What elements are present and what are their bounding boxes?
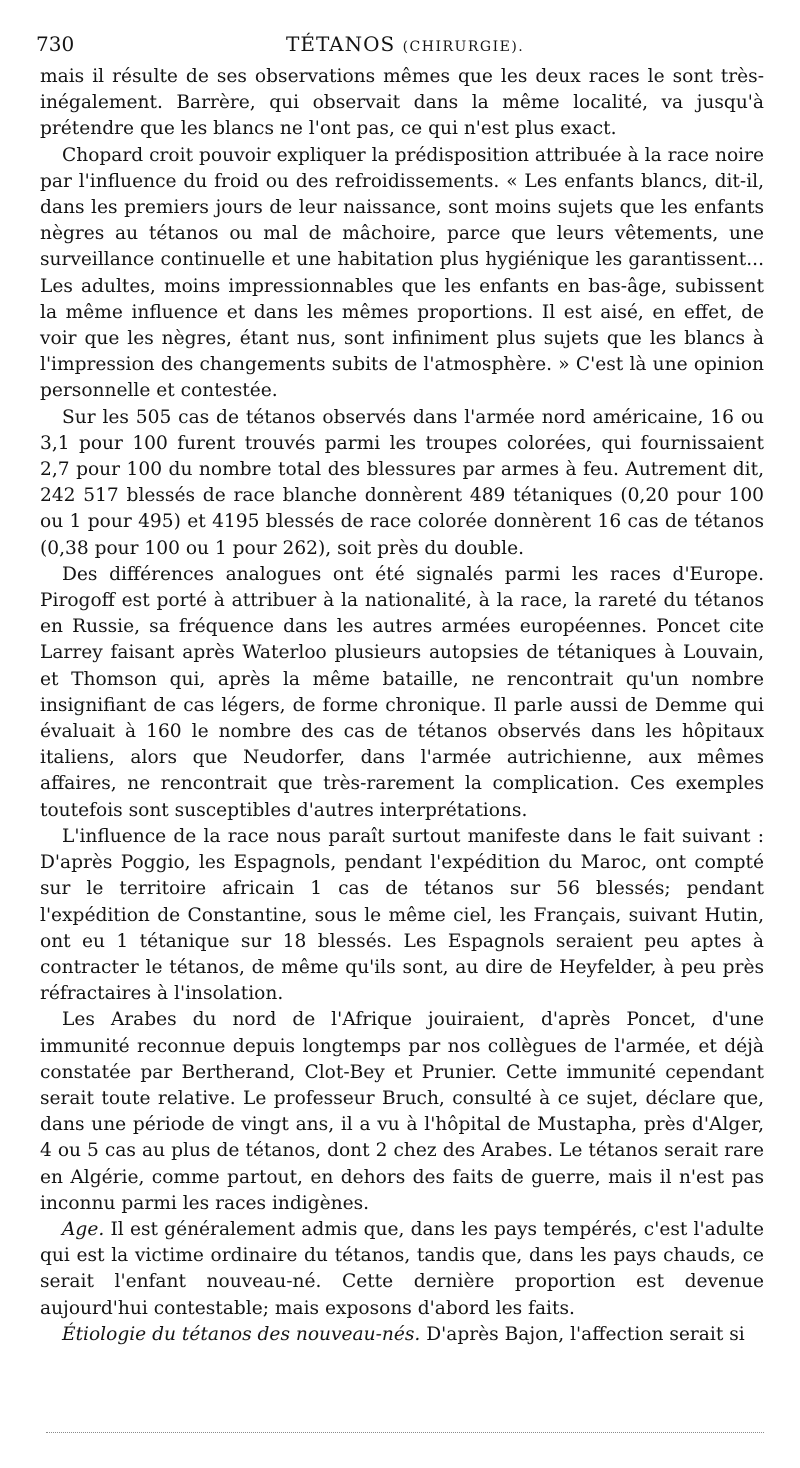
- paragraph: [40, 405, 764, 562]
- paragraph-text: Sur les 505 cas de tétanos observés dans l'armée nord américaine, 16 ou 3,1 pour 100 furent trouvés parmi les troupes colorées, qui fournissaient 2,7 pour 100 du nombre total des blessures par armes à feu. Autrement dit, 242 517 blessés de race blanche donnèrent 489 tétaniques (0,20 pour 100 ou 1 pour 495) et 4195 blessés de race colorée donnèrent 16 cas de tétanos (0,38 pour 100 ou 1 pour 262), soit près du double.: [40, 406, 764, 559]
- paragraph: [40, 1007, 764, 1217]
- running-title: [286, 30, 524, 61]
- paragraph-text: L'influence de la race nous paraît surtout manifeste dans le fait suivant : D'après Poggio, les Espagnols, pendant l'expédition du Maroc, ont compté sur le territoire africain 1 cas de tétanos sur 56 blessés; pendant l'expédition de Constantine, sous le même ciel, les Français, suivant Hutin, ont eu 1 tétanique sur 18 blessés. Les Espagnols seraient peu aptes à contracter le tétanos, de même qu'ils sont, au dire de Heyfelder, à peu près réfractaires à l'insolation.: [40, 825, 764, 1005]
- paragraph: [40, 143, 764, 405]
- page-number: 730: [36, 32, 75, 56]
- paragraph-etiologie: [40, 1322, 764, 1348]
- paragraph: [40, 562, 764, 824]
- paragraph-lead: Étiologie du tétanos des nouveau-nés.: [62, 1323, 421, 1345]
- paragraph: [40, 824, 764, 1007]
- paragraph-text: mais il résulte de ses observations mêmes que les deux races le sont très-inégalement. Barrère, qui observait dans la même localité, va jusqu'à prétendre que les blancs ne l'ont pas, ce qui n'est plus exact.: [40, 66, 764, 140]
- paragraph-text: Chopard croit pouvoir expliquer la prédisposition attribuée à la race noire par l'influence du froid ou des refroidissements. « Les enfants blancs, dit-il, dans les premiers jours de leur naissance, sont moins sujets que les enfants nègres au tétanos ou mal de mâchoire, parce que leurs vêtements, une surveillance continuelle et une habitation plus hygiénique les garantissent... Les adultes, moins impressionnables que les enfants en bas-âge, subissent la même influence et dans les mêmes proportions. Il est aisé, en effet, de voir que les nègres, étant nus, sont infiniment plus sujets que les blancs à l'impression des changements subits de l'atmosphère. » C'est là une opinion personnelle et contestée.: [40, 144, 764, 402]
- paragraph-text: Les Arabes du nord de l'Afrique jouiraient, d'après Poncet, d'une immunité reconnue depuis longtemps par nos collègues de l'armée, et déjà constatée par Bertherand, Clot-Bey et Prunier. Cette immunité cependant serait toute relative. Le professeur Bruch, consulté à ce sujet, déclare que, dans une période de vingt ans, il a vu à l'hôpital de Mustapha, près d'Alger, 4 ou 5 cas au plus de tétanos, dont 2 chez des Arabes. Le tétanos serait rare en Algérie, comme partout, en dehors des faits de guerre, mais il n'est pas inconnu parmi les races indigènes.: [40, 1009, 764, 1214]
- paragraph-age: [40, 1217, 764, 1322]
- running-title-main: TÉTANOS: [286, 32, 396, 56]
- paragraph-text: Il est généralement admis que, dans les pays tempérés, c'est l'adulte qui est la victime ordinaire du tétanos, tandis que, dans les pays chauds, ce serait l'enfant nouveau-né. Cette dernière proportion est devenue aujourd'hui contestable; mais exposons d'abord les faits.: [40, 1218, 764, 1319]
- body-text: [40, 64, 764, 1348]
- footer-dotted-rule: [46, 1432, 764, 1433]
- paragraph-lead: Age.: [62, 1218, 105, 1240]
- paragraph: [40, 64, 764, 143]
- page-header: [36, 30, 764, 60]
- paragraph-text: D'après Bajon, l'affection serait si: [420, 1323, 745, 1345]
- paragraph-text: Des différences analogues ont été signalés parmi les races d'Europe. Pirogoff est porté à attribuer à la nationalité, à la race, la rareté du tétanos en Russie, sa fréquence dans les autres armées européennes. Poncet cite Larrey faisant après Waterloo plusieurs autopsies de tétaniques à Louvain, et Thomson qui, après la même bataille, ne rencontrait qu'un nombre insignifiant de cas légers, de forme chronique. Il parle aussi de Demme qui évaluait à 160 le nombre des cas de tétanos observés dans les hôpitaux italiens, alors que Neudorfer, dans l'armée autrichienne, aux mêmes affaires, ne rencontrait que très-rarement la complication. Ces exemples toutefois sont susceptibles d'autres interprétations.: [40, 563, 764, 821]
- running-title-subtitle: (CHIRURGIE).: [402, 39, 525, 55]
